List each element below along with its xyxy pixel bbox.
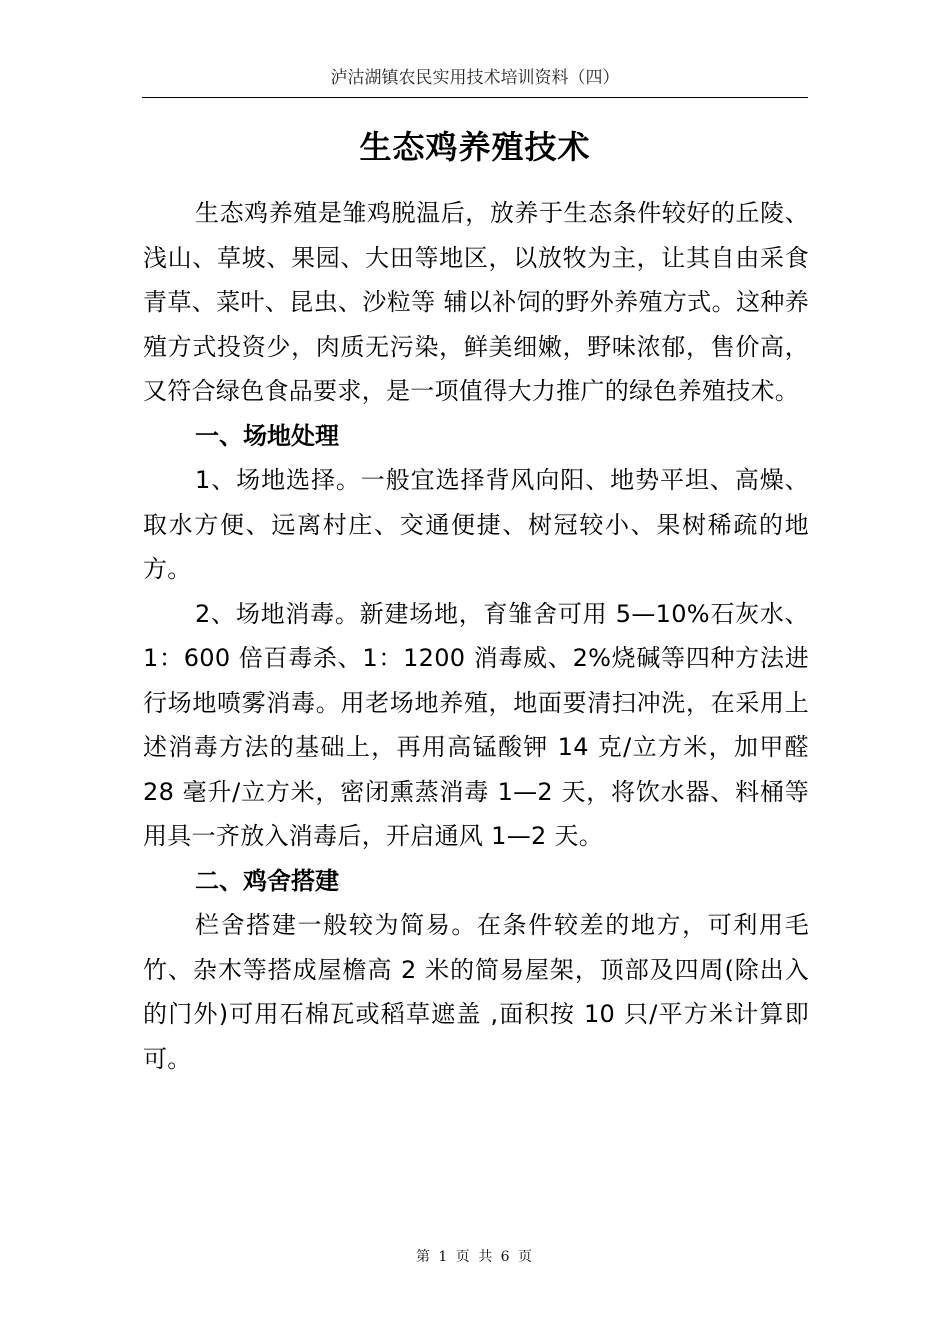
- paragraph-site-selection: 1、场地选择。一般宜选择背风向阳、地势平坦、高燥、取水方便、远离村庄、交通便捷、树冠较小、果树稀疏的地方。: [143, 466, 809, 583]
- page-number: 第 1 页 共 6 页: [415, 1249, 535, 1265]
- section-heading-coop: 二、鸡舍搭建: [195, 866, 339, 895]
- header-divider: [142, 97, 808, 98]
- document-title: 生态鸡养殖技术: [359, 128, 591, 167]
- document-body: [143, 191, 809, 1081]
- section-heading-site: 一、场地处理: [195, 421, 339, 450]
- running-header: 泸沽湖镇农民实用技术培训资料（四）: [330, 68, 620, 88]
- paragraph-coop-building: 栏舍搭建一般较为简易。在条件较差的地方，可利用毛竹、杂木等搭成屋檐高 2 米的简易屋架，顶部及四周(除出入的门外)可用石棉瓦或稻草遮盖 ,面积按 10 只/平方米计算即可。: [143, 911, 809, 1073]
- intro-paragraph: 生态鸡养殖是雏鸡脱温后，放养于生态条件较好的丘陵、浅山、草坡、果园、大田等地区，以放牧为主，让其自由采食青草、菜叶、昆虫、沙粒等 辅以补饲的野外养殖方式。这种养殖方式投资少，肉质无污染，鲜美细嫩，野味浓郁，售价高，又符合绿色食品要求，是一项值得大力推广的绿色养殖技术。: [143, 199, 809, 405]
- paragraph-site-disinfection: 2、场地消毒。新建场地，育雏舍可用 5—10%石灰水、1：600 倍百毒杀、1：1200 消毒威、2%烧碱等四种方法进行场地喷雾消毒。用老场地养殖，地面要清扫冲洗，在采用上述消毒方法的基础上，再用高锰酸钾 14 克/立方米，加甲醛 28 毫升/立方米，密闭熏蒸消毒 1—2 天，将饮水器、料桶等用具一齐放入消毒后，开启通风 1—2 天。: [143, 599, 809, 850]
